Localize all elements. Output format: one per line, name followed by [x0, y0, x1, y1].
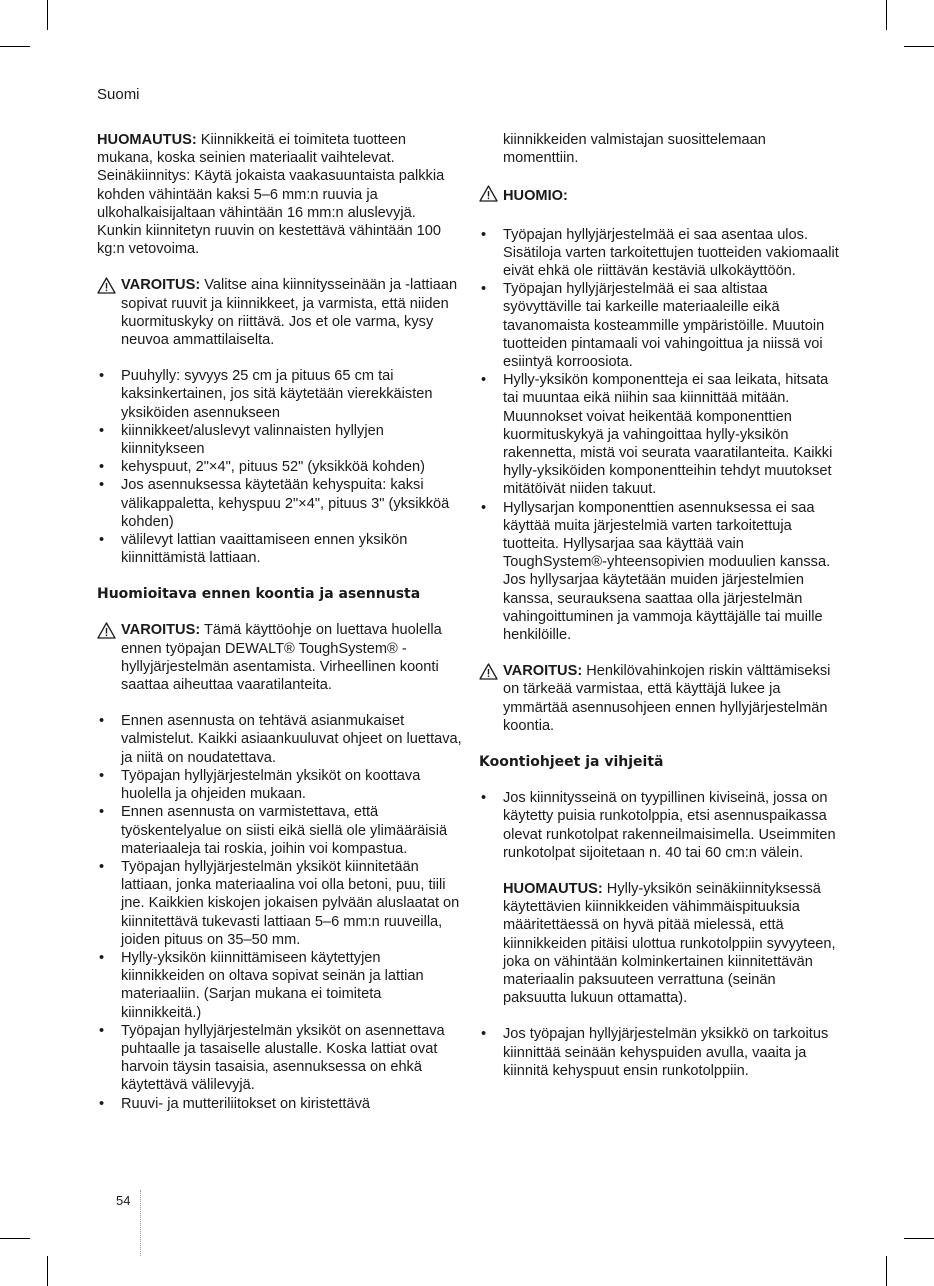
- crop-mark: [47, 0, 48, 30]
- warning-triangle-icon: [479, 663, 498, 680]
- caution-list: [479, 226, 839, 645]
- list-item: • Jos asennuksessa käytetään kehyspuita: kaksi välikappaletta, kehyspuu 2"×4", pituus 3" (yksikköä kohden): [97, 476, 462, 531]
- assembly-tips-list: [479, 789, 839, 1080]
- note-label: HUOMAUTUS:: [503, 880, 603, 897]
- list-item: • Jos työpajan hyllyjärjestelmän yksikkö on tarkoitus kiinnittää seinään kehyspuiden avulla, vaaita ja kiinnitä kehyspuut ensin runkotolppiin.: [479, 1025, 839, 1080]
- list-item-text: Jos kiinnitysseinä on tyypillinen kiviseinä, jossa on käytetty puisia runkotolppia, etsi asennuspaikassa olevat runkotolpat rakenneilmaisimella. Useimmiten runkotolpat sijoitetaan n. 40 tai 60 cm:n välein.: [503, 790, 836, 861]
- preparation-list: [97, 712, 462, 1112]
- crop-mark: [904, 46, 934, 47]
- page-divider: [140, 1190, 141, 1256]
- warning-fasteners: [97, 276, 462, 349]
- list-item: • kiinnikkeet/aluslevyt valinnaisten hyllyjen kiinnitykseen: [97, 422, 462, 458]
- warning-label: VAROITUS:: [121, 277, 201, 294]
- page-number: 54: [116, 1193, 131, 1208]
- note-fastener-length: [503, 880, 839, 1007]
- warning-text: Valitse aina kiinnitysseinään ja -lattiaan sopivat ruuvit ja kiinnikkeet, ja varmista, että niiden kuormituskyky on riittävä. Jos et ole varma, kysy neuvoa ammattilaiselta.: [121, 277, 458, 349]
- list-item: • Ruuvi- ja mutteriliitokset on kiristettävä: [97, 1095, 462, 1113]
- warning-triangle-icon: [479, 185, 498, 207]
- warning-triangle-icon: [97, 622, 116, 639]
- right-column: [479, 131, 839, 1098]
- language-label: Suomi: [97, 86, 140, 103]
- left-column: [97, 131, 462, 1131]
- warning-text: Henkilövahinkojen riskin välttämiseksi on tärkeää varmistaa, että käyttäjä lukee ja ymmärtää asennusohjeen ennen hyllyjärjestelmän koontia.: [503, 663, 831, 734]
- note-text: Kiinnikkeitä ei toimiteta tuotteen mukana, koska seinien materiaalit vaihtelevat. Seinäkiinnitys: Käytä jokaista vaakasuuntaista palkkia kohden vähintään kaksi 5–6 mm:n ruuvia ja ulkohalkaisijaltaan vähintään 16 mm:n aluslevyjä. Kunkin kiinnitetyn ruuvin on kestettävä vähintään 100 kg:n vetovoima.: [97, 132, 445, 258]
- list-item: • Työpajan hyllyjärjestelmää ei saa asentaa ulos. Sisätiloja varten tarkoitettujen tuotteiden vakiomaalit eivät ehkä ole riittävän kestäviä ulkokäyttöön.: [479, 226, 839, 281]
- warning-triangle-icon: [97, 277, 116, 294]
- crop-mark: [0, 1238, 30, 1239]
- warning-text: Tämä käyttöohje on luettava huolella ennen työpajan DEWALT® ToughSystem® -hyllyjärjestelmän asentamista. Virheellinen koonti saattaa aiheuttaa vaaratilanteita.: [121, 622, 442, 694]
- note-text: Hylly-yksikön seinäkiinnityksessä käytettävien kiinnikkeiden vähimmäispituuksia määritettäessä on hyvä pitää mielessä, että kiinnikkeiden pitäisi ulottua runkotolppiin syvyyteen, joka on vähintään kolminkertainen kiinnitettävän materiaalin paksuuteen verrattuna (seinän paksuutta lukuun ottamatta).: [503, 880, 836, 1007]
- list-item: • Puuhylly: syvyys 25 cm ja pituus 65 cm tai kaksinkertainen, jos sitä käytetään vierekkäisten yksiköiden asennukseen: [97, 367, 462, 422]
- list-item: [479, 789, 839, 1007]
- list-item: • Työpajan hyllyjärjestelmän yksiköt on asennettava puhtaalle ja tasaiselle alustalle. Koska lattiat ovat harvoin täysin tasaisia, asennuksessa on ehkä käytettävä välilevyjä.: [97, 1022, 462, 1095]
- caution-label: HUOMIO:: [503, 188, 568, 205]
- materials-list: [97, 367, 462, 567]
- crop-mark: [904, 1238, 934, 1239]
- section-heading: Koontiohjeet ja vihjeitä: [479, 754, 664, 771]
- warning-read-manual: [97, 621, 462, 694]
- list-item: • välilevyt lattian vaaittamiseen ennen yksikön kiinnittämistä lattiaan.: [97, 531, 462, 567]
- list-item: • Hylly-yksikön kiinnittämiseen käytettyjen kiinnikkeiden on oltava sopivat seinän ja lattian materiaaliin. (Sarjan mukana ei toimiteta kiinnikkeitä.): [97, 949, 462, 1022]
- warning-label: VAROITUS:: [503, 663, 583, 680]
- list-item: • Hylly-yksikön komponentteja ei saa leikata, hitsata tai muuntaa eikä niihin saa kiinnittää mitään. Muunnokset voivat heikentää komponenttien kuormituskykyä ja vahingoittaa hylly-yksikön rakennetta, mistä voi seurata vaaratilanteita. Kaikki hylly-yksiköiden komponentteihin tehdyt muutokset mitätöivät niiden takuut.: [479, 371, 839, 498]
- continuation-text: kiinnikkeiden valmistajan suosittelemaan momenttiin.: [503, 132, 766, 167]
- crop-mark: [0, 46, 30, 47]
- warning-label: VAROITUS:: [121, 622, 201, 639]
- crop-mark: [47, 1256, 48, 1286]
- list-item: • kehyspuut, 2"×4", pituus 52" (yksikköä kohden): [97, 458, 462, 476]
- list-item: • Työpajan hyllyjärjestelmän yksiköt kiinnitetään lattiaan, jonka materiaalina voi olla betoni, puu, tiili jne. Kaikkien kiskojen jokaisen pylvään aluslaatat on kiinnitettävä tukevasti lattiaan 5–6 mm:n ruuveilla, joiden pituus on 35–50 mm.: [97, 858, 462, 949]
- caution-heading: [479, 185, 839, 207]
- section-heading: Huomioitava ennen koontia ja asennusta: [97, 586, 421, 603]
- note-wall-fasteners: [97, 131, 462, 258]
- crop-mark: [886, 1256, 887, 1286]
- list-item: • Työpajan hyllyjärjestelmää ei saa altistaa syövyttäville tai karkeille materiaaleille eikä tavanomaista kosteammille ympäristöille. Muutoin tuotteiden pintamaali voi vahingoittua ja niissä voi esiintyä korroosiota.: [479, 280, 839, 371]
- list-item: • Työpajan hyllyjärjestelmän yksiköt on koottava huolella ja ohjeiden mukaan.: [97, 767, 462, 803]
- note-label: HUOMAUTUS:: [97, 132, 197, 148]
- list-item: • Ennen asennusta on varmistettava, että työskentelyalue on siisti eikä siellä ole ylimääräisiä materiaaleja tai roskia, joihin voi kompastua.: [97, 803, 462, 858]
- crop-mark: [886, 0, 887, 30]
- list-item: • Hyllysarjan komponenttien asennuksessa ei saa käyttää muita järjestelmiä varten tarkoitettuja tuotteita. Hyllysarjaa saa käyttää vain ToughSystem®-yhteensopivien moduulien kanssa. Jos hyllysarjaa käytetään muiden järjestelmien kanssa, seurauksena saattaa olla järjestelmän vahingoittuminen ja vammoja käyttäjälle tai muille henkilöille.: [479, 499, 839, 645]
- warning-injury: [479, 662, 839, 735]
- list-item: • Ennen asennusta on tehtävä asianmukaiset valmistelut. Kaikki asiaankuuluvat ohjeet on luettava, ja niitä on noudatettava.: [97, 712, 462, 767]
